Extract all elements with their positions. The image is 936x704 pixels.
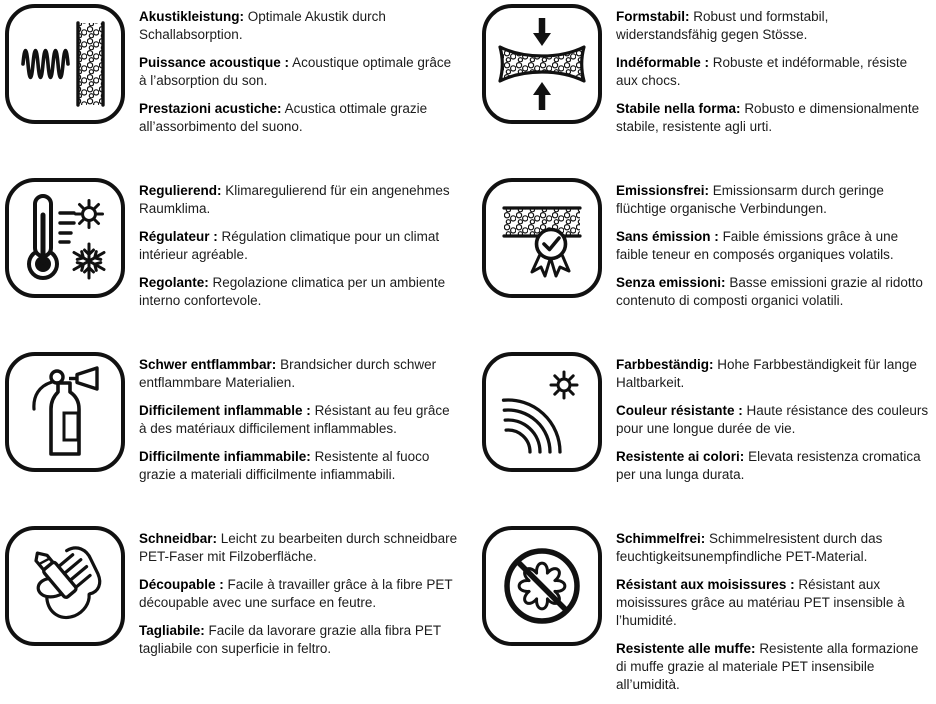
paragraph-fr: [616, 228, 932, 264]
feature-description: Klimaregulierend für ein angenehmes Raumklima.: [139, 183, 450, 216]
compression-arrows-art: [492, 14, 592, 114]
sound-absorption-art: [15, 14, 115, 114]
feature-description: Régulation climatique pour un climat intérieur agréable.: [139, 229, 440, 262]
paragraph-fr: [139, 54, 460, 90]
paragraph-it: [616, 274, 932, 310]
feature-label: Stabile nella forma:: [616, 101, 741, 116]
hand-cutter-art: [15, 536, 115, 636]
paragraph-de: [616, 182, 932, 218]
feature-texts: [616, 182, 936, 320]
certified-material-icon: [482, 178, 602, 298]
feature-description: Facile da lavorare grazie alla fibra PET tagliabile con superficie in feltro.: [139, 623, 441, 656]
feature-cuttable: [5, 526, 464, 700]
feature-label: Regolante:: [139, 275, 209, 290]
feature-description: Leicht zu bearbeiten durch schneidbare PET-Faser mit Filzoberfläche.: [139, 531, 458, 564]
paragraph-it: [139, 448, 460, 484]
feature-label: Akustikleistung:: [139, 9, 245, 24]
feature-texts: [139, 182, 464, 320]
feature-description: Schimmelresistent durch das feuchtigkeitsunempfindliche PET-Material.: [616, 531, 883, 564]
feature-label: Formstabil:: [616, 9, 690, 24]
paragraph-fr: [139, 576, 460, 612]
paragraph-fr: [139, 402, 460, 438]
no-mold-art: [492, 536, 592, 636]
certified-material-art: [492, 188, 592, 288]
feature-description: Brandsicher durch schwer entflammbare Materialien.: [139, 357, 437, 390]
feature-label: Resistente alle muffe:: [616, 641, 756, 656]
paragraph-it: [616, 640, 932, 694]
rainbow-sun-art: [492, 362, 592, 462]
feature-label: Schwer entflammbar:: [139, 357, 277, 372]
feature-label: Indéformable :: [616, 55, 710, 70]
feature-description: Robuste et indéformable, résiste aux chocs.: [616, 55, 908, 88]
paragraph-de: [139, 182, 460, 218]
paragraph-de: [616, 530, 932, 566]
feature-texts: [616, 530, 936, 704]
hand-cutter-icon: [5, 526, 125, 646]
paragraph-de: [139, 8, 460, 44]
feature-description: Facile à travailler grâce à la fibre PET découpable avec une surface en feutre.: [139, 577, 453, 610]
feature-label: Difficilement inflammable :: [139, 403, 311, 418]
no-mold-icon: [482, 526, 602, 646]
feature-label: Sans émission :: [616, 229, 719, 244]
feature-description: Resistente al fuoco grazie a materiali difficilmente infiammabili.: [139, 449, 430, 482]
fire-extinguisher-art: [15, 362, 115, 462]
feature-label: Farbbeständig:: [616, 357, 714, 372]
feature-label: Regulierend:: [139, 183, 222, 198]
paragraph-de: [139, 530, 460, 566]
feature-label: Découpable :: [139, 577, 224, 592]
feature-label: Régulateur :: [139, 229, 218, 244]
feature-description: Regolazione climatica per un ambiente interno confortevole.: [139, 275, 446, 308]
feature-mold-free: [464, 526, 936, 700]
paragraph-it: [139, 622, 460, 658]
thermometer-climate-icon: [5, 178, 125, 298]
feature-description: Optimale Akustik durch Schallabsorption.: [139, 9, 386, 42]
feature-flame-retardant: [5, 352, 464, 526]
paragraph-it: [616, 448, 932, 484]
sound-absorption-icon: [5, 4, 125, 124]
feature-description: Résistant au feu grâce à des matériaux difficilement inflammables.: [139, 403, 450, 436]
feature-description: Elevata resistenza cromatica per una lunga durata.: [616, 449, 921, 482]
feature-description: Basse emissioni grazie al ridotto contenuto di composti organici volatili.: [616, 275, 923, 308]
fire-extinguisher-icon: [5, 352, 125, 472]
paragraph-it: [139, 274, 460, 310]
feature-label: Schneidbar:: [139, 531, 218, 546]
feature-description: Haute résistance des couleurs pour une longue durée de vie.: [616, 403, 929, 436]
feature-label: Tagliabile:: [139, 623, 205, 638]
paragraph-fr: [139, 228, 460, 264]
feature-label: Schimmelfrei:: [616, 531, 706, 546]
feature-label: Emissionsfrei:: [616, 183, 710, 198]
feature-label: Resistente ai colori:: [616, 449, 745, 464]
feature-description: Résistant aux moisissures grâce au matériau PET insensible à l’humidité.: [616, 577, 905, 628]
paragraph-fr: [616, 54, 932, 90]
rainbow-sun-icon: [482, 352, 602, 472]
feature-texts: [139, 356, 464, 494]
feature-description: Emissionsarm durch geringe flüchtige organische Verbindungen.: [616, 183, 884, 216]
paragraph-fr: [616, 576, 932, 630]
paragraph-it: [616, 100, 932, 136]
feature-label: Difficilmente infiammabile:: [139, 449, 311, 464]
paragraph-de: [139, 356, 460, 392]
feature-texts: [139, 530, 464, 668]
feature-label: Senza emissioni:: [616, 275, 726, 290]
feature-label: Prestazioni acustiche:: [139, 101, 282, 116]
feature-label: Couleur résistante :: [616, 403, 743, 418]
compression-arrows-icon: [482, 4, 602, 124]
feature-acoustic: [5, 4, 464, 178]
paragraph-de: [616, 8, 932, 44]
feature-description: Robust und formstabil, widerstandsfähig gegen Stösse.: [616, 9, 829, 42]
feature-shape-stable: [464, 4, 936, 178]
feature-description: Acustica ottimale grazie all’assorbimento del suono.: [139, 101, 428, 134]
feature-description: Acoustique optimale grâce à l’absorption du son.: [139, 55, 452, 88]
paragraph-fr: [616, 402, 932, 438]
feature-description: Robusto e dimensionalmente stabile, resistente agli urti.: [616, 101, 920, 134]
paragraph-it: [139, 100, 460, 136]
feature-description: Faible émissions grâce à une faible teneur en composés organiques volatils.: [616, 229, 899, 262]
feature-emission-free: [464, 178, 936, 352]
feature-climate-regulating: [5, 178, 464, 352]
feature-description: Hohe Farbbeständigkeit für lange Haltbarkeit.: [616, 357, 917, 390]
feature-label: Puissance acoustique :: [139, 55, 290, 70]
feature-texts: [616, 8, 936, 146]
paragraph-de: [616, 356, 932, 392]
thermometer-climate-art: [15, 188, 115, 288]
feature-texts: [139, 8, 464, 146]
feature-color-fast: [464, 352, 936, 526]
feature-texts: [616, 356, 936, 494]
feature-description: Resistente alla formazione di muffe grazie al materiale PET insensibile all’umidità.: [616, 641, 919, 692]
feature-label: Résistant aux moisissures :: [616, 577, 795, 592]
